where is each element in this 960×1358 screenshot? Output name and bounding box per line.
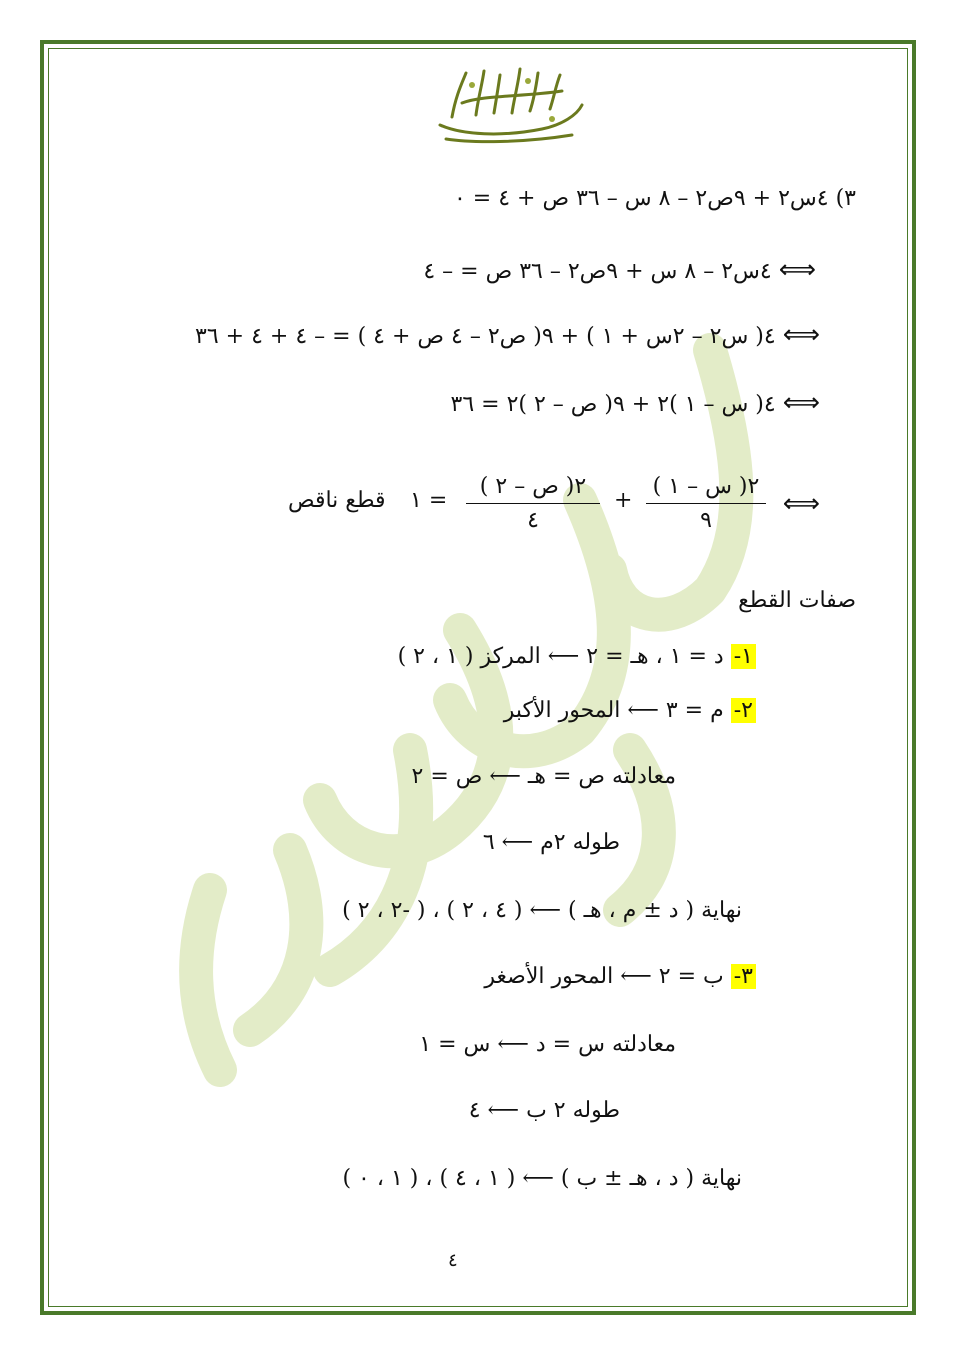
property-1: ١- د = ١ ، هـ = ٢ ⟵ المركز ( ١ ، ٢ ) bbox=[398, 644, 756, 670]
implies-symbol-eq5: ⟺ bbox=[782, 489, 820, 519]
minor-axis-equation: معادلته س = د ⟵ س = ١ bbox=[419, 1032, 676, 1057]
equation-4: ⟺ ٤( س – ١ )٢ + ٩( ص – ٢ )٢ = ٣٦ bbox=[450, 388, 820, 418]
basmala-calligraphy bbox=[432, 55, 588, 147]
property-2: ٢- م = ٣ ⟵ المحور الأكبر bbox=[504, 698, 756, 724]
equation-3: ⟺ ٤( س٢ – ٢س + ١ ) + ٩( ص٢ – ٤ ص + ٤ ) = – ٤ + ٤ + ٣٦ bbox=[195, 320, 820, 350]
major-axis-endpoints: نهاية ( د ± م ، هـ ) ⟵ ( ٤ ، ٢ ) ، ( -٢ ، ٢ ) bbox=[342, 898, 742, 923]
equation-1: ٣) ٤س٢ + ٩ص٢ – ٨ س – ٣٦ ص + ٤ = ٠ bbox=[453, 186, 856, 211]
equation-5-rhs: = ١ bbox=[410, 488, 448, 513]
plus-sign: + bbox=[614, 488, 633, 513]
implies-symbol: ⟺ bbox=[782, 388, 820, 418]
equation-2: ⟺ ٤س٢ – ٨ س + ٩ص٢ – ٣٦ ص = – ٤ bbox=[423, 255, 816, 285]
page-number: ٤ bbox=[448, 1250, 458, 1271]
major-axis-equation: معادلته ص = هـ ⟵ ص = ٢ bbox=[411, 764, 676, 789]
conic-type-label: قطع ناقص bbox=[288, 488, 386, 513]
implies-symbol: ⟺ bbox=[782, 320, 820, 350]
property-3: ٣- ب = ٢ ⟵ المحور الأصغر bbox=[484, 964, 756, 990]
property-1-number: ١- bbox=[731, 644, 756, 669]
minor-axis-endpoints: نهاية ( د ، هـ ± ب ) ⟵ ( ١ ، ٤ ) ، ( ١ ، ٠ ) bbox=[342, 1166, 742, 1191]
implies-symbol: ⟺ bbox=[778, 255, 816, 285]
property-2-number: ٢- bbox=[731, 698, 756, 723]
property-3-number: ٣- bbox=[731, 964, 756, 989]
minor-axis-length: طوله ٢ ب ⟵ ٤ bbox=[468, 1098, 620, 1123]
fraction-y: ( ص – ٢ )٢ ٤ bbox=[466, 474, 600, 533]
fraction-x: ( س – ١ )٢ ٩ bbox=[646, 474, 766, 533]
major-axis-length: طوله ٢م ⟵ ٦ bbox=[482, 830, 620, 855]
section-title: صفات القطع bbox=[738, 588, 856, 613]
